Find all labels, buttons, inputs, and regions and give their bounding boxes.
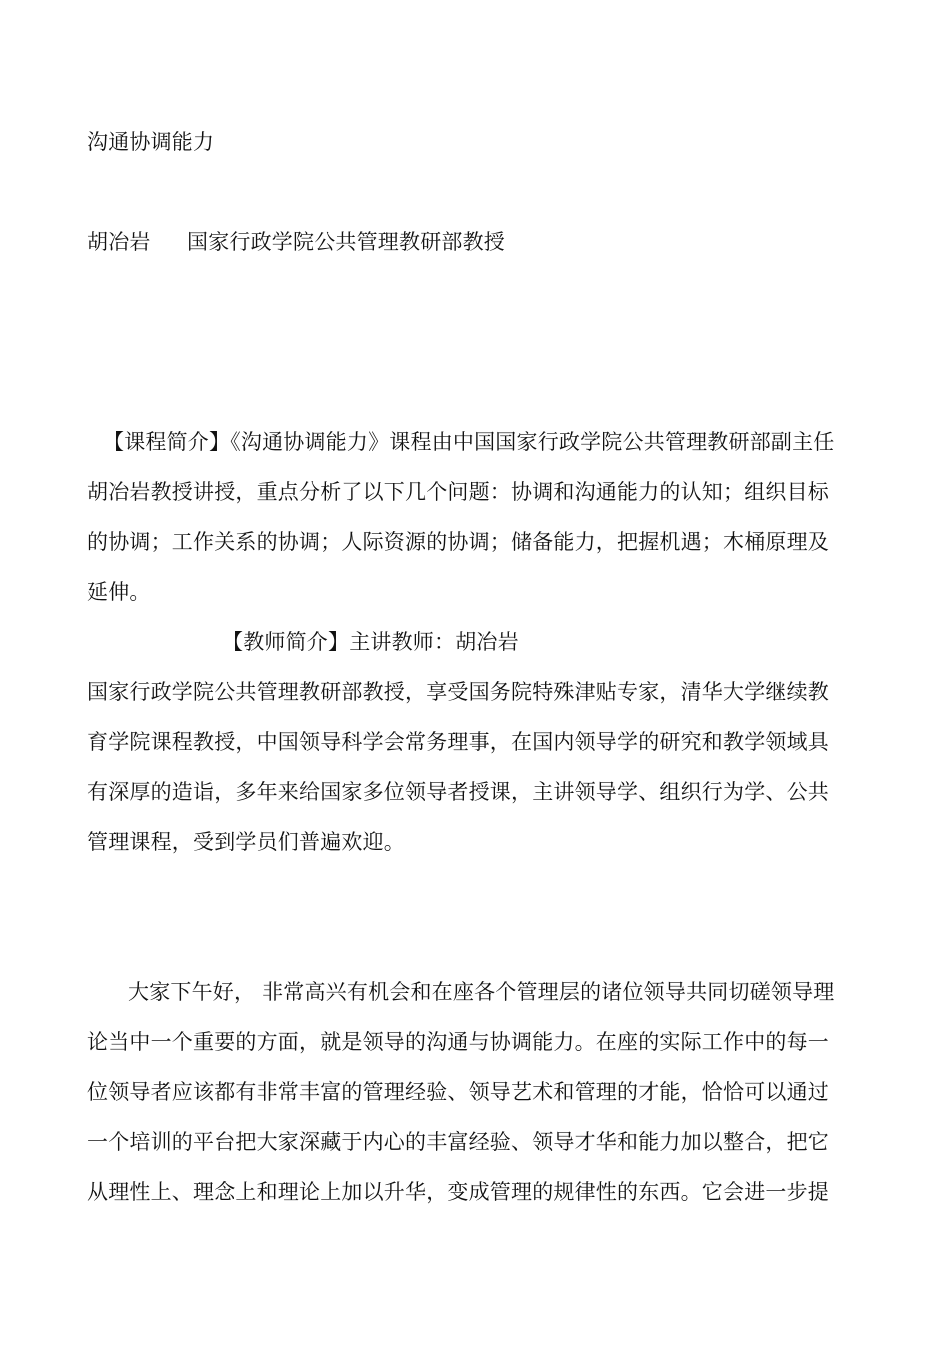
speech-line: 位领导者应该都有非常丰富的管理经验、领导艺术和管理的才能，恰恰可以通过 <box>87 1080 829 1104</box>
teacher-intro-line: 有深厚的造诣，多年来给国家多位领导者授课，主讲领导学、组织行为学、公共 <box>87 780 829 804</box>
teacher-intro-line: 管理课程，受到学员们普遍欢迎。 <box>87 830 405 854</box>
course-intro-line: 胡冶岩教授讲授，重点分析了以下几个问题：协调和沟通能力的认知；组织目标 <box>87 480 829 504</box>
author-affiliation: 国家行政学院公共管理教研部教授 <box>187 230 505 254</box>
author-name: 胡冶岩 <box>87 230 151 254</box>
speech-line: 一个培训的平台把大家深藏于内心的丰富经验、领导才华和能力加以整合，把它 <box>87 1130 829 1154</box>
document-title: 沟通协调能力 <box>87 130 215 154</box>
teacher-intro-line: 育学院课程教授，中国领导科学会常务理事，在国内领导学的研究和教学领域具 <box>87 730 829 754</box>
teacher-intro-line: 国家行政学院公共管理教研部教授，享受国务院特殊津贴专家，清华大学继续教 <box>87 680 829 704</box>
course-intro-line: 【课程简介】《沟通协调能力》课程由中国国家行政学院公共管理教研部副主任 <box>103 430 835 454</box>
teacher-intro-heading: 【教师简介】主讲教师：胡冶岩 <box>222 630 519 654</box>
author-line <box>87 228 505 256</box>
speech-line: 论当中一个重要的方面，就是领导的沟通与协调能力。在座的实际工作中的每一 <box>87 1030 829 1054</box>
speech-line: 从理性上、理念上和理论上加以升华，变成管理的规律性的东西。它会进一步提 <box>87 1180 829 1204</box>
course-intro-line: 延伸。 <box>87 580 151 604</box>
course-intro-line: 的协调；工作关系的协调；人际资源的协调；储备能力，把握机遇；木桶原理及 <box>87 530 829 554</box>
speech-line: 大家下午好， 非常高兴有机会和在座各个管理层的诸位领导共同切磋领导理 <box>128 980 835 1004</box>
